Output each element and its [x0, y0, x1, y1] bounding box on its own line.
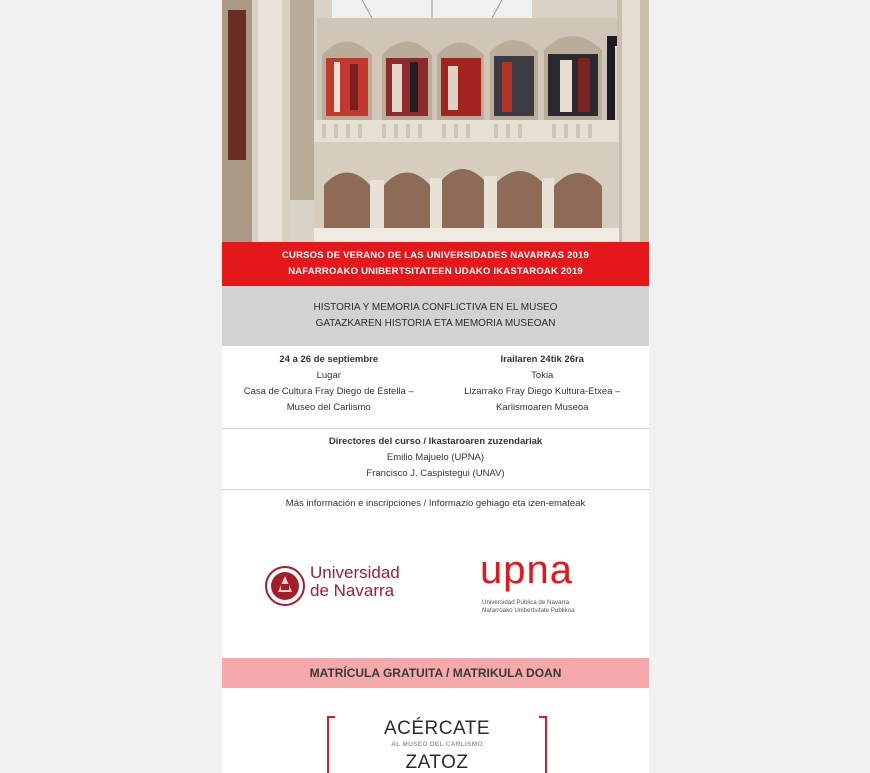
dates-and-location [222, 346, 649, 426]
dates-column-es [222, 346, 436, 426]
course-series-banner [222, 242, 649, 286]
directors-title: Directores del curso / Ikastaroaren zuzendariak [328, 436, 543, 447]
divider [222, 428, 649, 429]
unav-logo[interactable] [264, 560, 414, 616]
zatoz-title: ZATOZ [405, 752, 469, 773]
place-line1-es: Casa de Cultura Fray Diego de Estella – [243, 386, 414, 397]
course-title-es: HISTORIA Y MEMORIA CONFLICTIVA EN EL MUSEO [313, 302, 558, 313]
course-title-eu: GATAZKAREN HISTORIA ETA MEMORIA MUSEOAN [315, 318, 556, 329]
place-line2-es: Museo del Carlismo [286, 402, 371, 413]
university-logos [222, 540, 649, 640]
divider [222, 489, 649, 490]
director-name: Francisco J. Caspistegui (UNAV) [366, 468, 505, 479]
course-title-banner [222, 286, 649, 346]
date-eu: Irailaren 24tik 26ra [500, 354, 584, 365]
place-line1-eu: Lizarrako Fray Diego Kultura-Etxea – [464, 386, 621, 397]
newsletter-page [222, 0, 649, 773]
upna-sub-eu: Nafarroako Unibertsitate Publikoa [482, 607, 575, 614]
course-series-title-es: CURSOS DE VERANO DE LAS UNIVERSIDADES NAVARRAS 2019 [281, 250, 590, 261]
unav-line1: Universidad [310, 563, 400, 582]
course-series-title-eu: NAFARROAKO UNIBERTSITATEEN UDAKO IKASTAROAK 2019 [288, 266, 583, 277]
unav-line2: de Navarra [310, 581, 395, 600]
date-es: 24 a 26 de septiembre [279, 354, 379, 365]
courtyard-illustration [222, 0, 649, 242]
acercate-title: ACÉRCATE [383, 718, 491, 739]
upna-logo[interactable] [480, 548, 610, 628]
upna-wordmark: upna [480, 548, 573, 592]
place-label-es: Lugar [316, 370, 341, 381]
free-registration-banner: MATRÍCULA GRATUITA / MATRIKULA DOAN [222, 658, 649, 688]
acercate-promo[interactable] [327, 712, 547, 773]
unav-wordmark [310, 564, 400, 600]
upna-sub-es: Universidad Pública de Navarra [482, 599, 570, 606]
place-label-eu: Tokia [531, 370, 554, 381]
more-info-link[interactable]: Más información e inscripciones / Informazio gehiago eta izen-emateak [285, 498, 586, 509]
course-directors [222, 430, 649, 490]
upna-subtitle [482, 599, 575, 615]
place-line2-eu: Karlismoaren Museoa [496, 402, 589, 413]
museum-courtyard-photo [222, 0, 649, 242]
director-name: Emilio Majuelo (UPNA) [386, 452, 485, 463]
acercate-subtitle: AL MUSEO DEL CARLISMO [391, 741, 483, 748]
dates-column-eu [436, 346, 650, 426]
unav-seal-icon [264, 560, 306, 616]
